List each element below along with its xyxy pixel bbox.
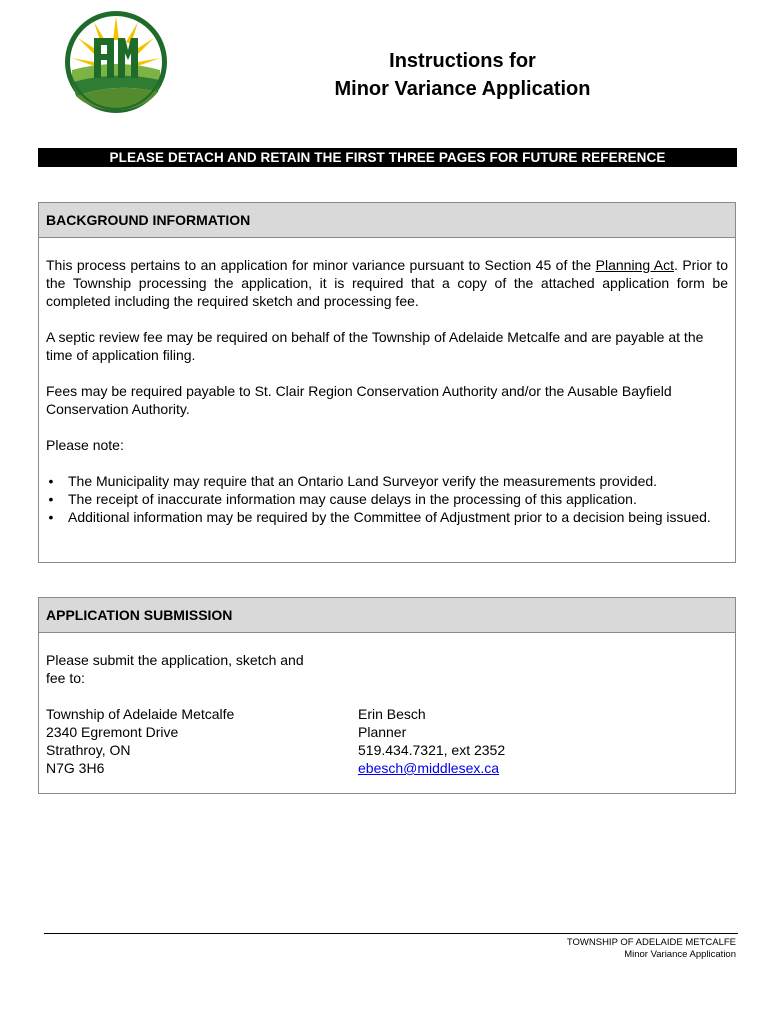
footer-divider — [44, 933, 738, 934]
please-note-label: Please note: — [46, 437, 124, 453]
paragraph-text: . Prior to the Township processing the application, it is required that a copy of the attached application form be completed including the required sketch and processing fee. — [46, 257, 728, 309]
detach-notice-banner: PLEASE DETACH AND RETAIN THE FIRST THREE PAGES FOR FUTURE REFERENCE — [38, 148, 737, 167]
title-line-2: Minor Variance Application — [334, 78, 591, 100]
background-paragraph-3: Fees may be required payable to St. Clair Region Conservation Authority and/or the Ausable Bayfield Conservation Authority. — [46, 383, 672, 417]
notes-list — [46, 472, 728, 526]
background-information-section — [38, 202, 736, 563]
planning-act-reference: Planning Act — [595, 257, 675, 273]
page-title — [290, 47, 635, 103]
note-text: The receipt of inaccurate information may cause delays in the processing of this application. — [68, 491, 637, 507]
contact-email-link[interactable]: ebesch@middlesex.ca — [358, 760, 500, 776]
background-information-header: BACKGROUND INFORMATION — [39, 203, 735, 238]
bullet-icon: • — [48, 491, 54, 507]
contact-name: Erin Besch — [358, 706, 426, 722]
township-am-logo-icon — [64, 10, 168, 114]
page-footer — [567, 937, 736, 961]
list-item — [46, 490, 728, 508]
planner-contact — [358, 705, 505, 777]
bullet-icon: • — [48, 473, 54, 489]
address-line: Township of Adelaide Metcalfe — [46, 706, 235, 722]
contact-role: Planner — [358, 724, 407, 740]
footer-line-2: Minor Variance Application — [624, 949, 736, 960]
application-submission-header: APPLICATION SUBMISSION — [39, 598, 735, 633]
title-line-1: Instructions for — [389, 50, 536, 72]
footer-line-1: TOWNSHIP OF ADELAIDE METCALFE — [566, 937, 736, 948]
intro-line: fee to: — [46, 670, 85, 686]
address-line: Strathroy, ON — [46, 742, 131, 758]
address-line: N7G 3H6 — [46, 760, 105, 776]
submission-intro — [46, 651, 304, 687]
list-item — [46, 472, 728, 490]
note-text: Additional information may be required by the Committee of Adjustment prior to a decision being issued. — [68, 509, 711, 525]
background-paragraph-2: A septic review fee may be required on behalf of the Township of Adelaide Metcalfe and are payable at the time of application filing. — [46, 329, 704, 363]
note-text: The Municipality may require that an Ontario Land Surveyor verify the measurements provided. — [68, 473, 658, 489]
contact-phone: 519.434.7321, ext 2352 — [358, 742, 506, 758]
list-item — [46, 508, 728, 526]
address-line: 2340 Egremont Drive — [46, 724, 179, 740]
bullet-icon: • — [48, 509, 54, 525]
background-paragraph-1 — [46, 256, 728, 310]
application-submission-section — [38, 597, 736, 794]
township-address — [46, 705, 234, 777]
intro-line: Please submit the application, sketch and — [46, 652, 304, 668]
paragraph-text: This process pertains to an application for minor variance pursuant to Section 45 of the — [46, 257, 596, 273]
